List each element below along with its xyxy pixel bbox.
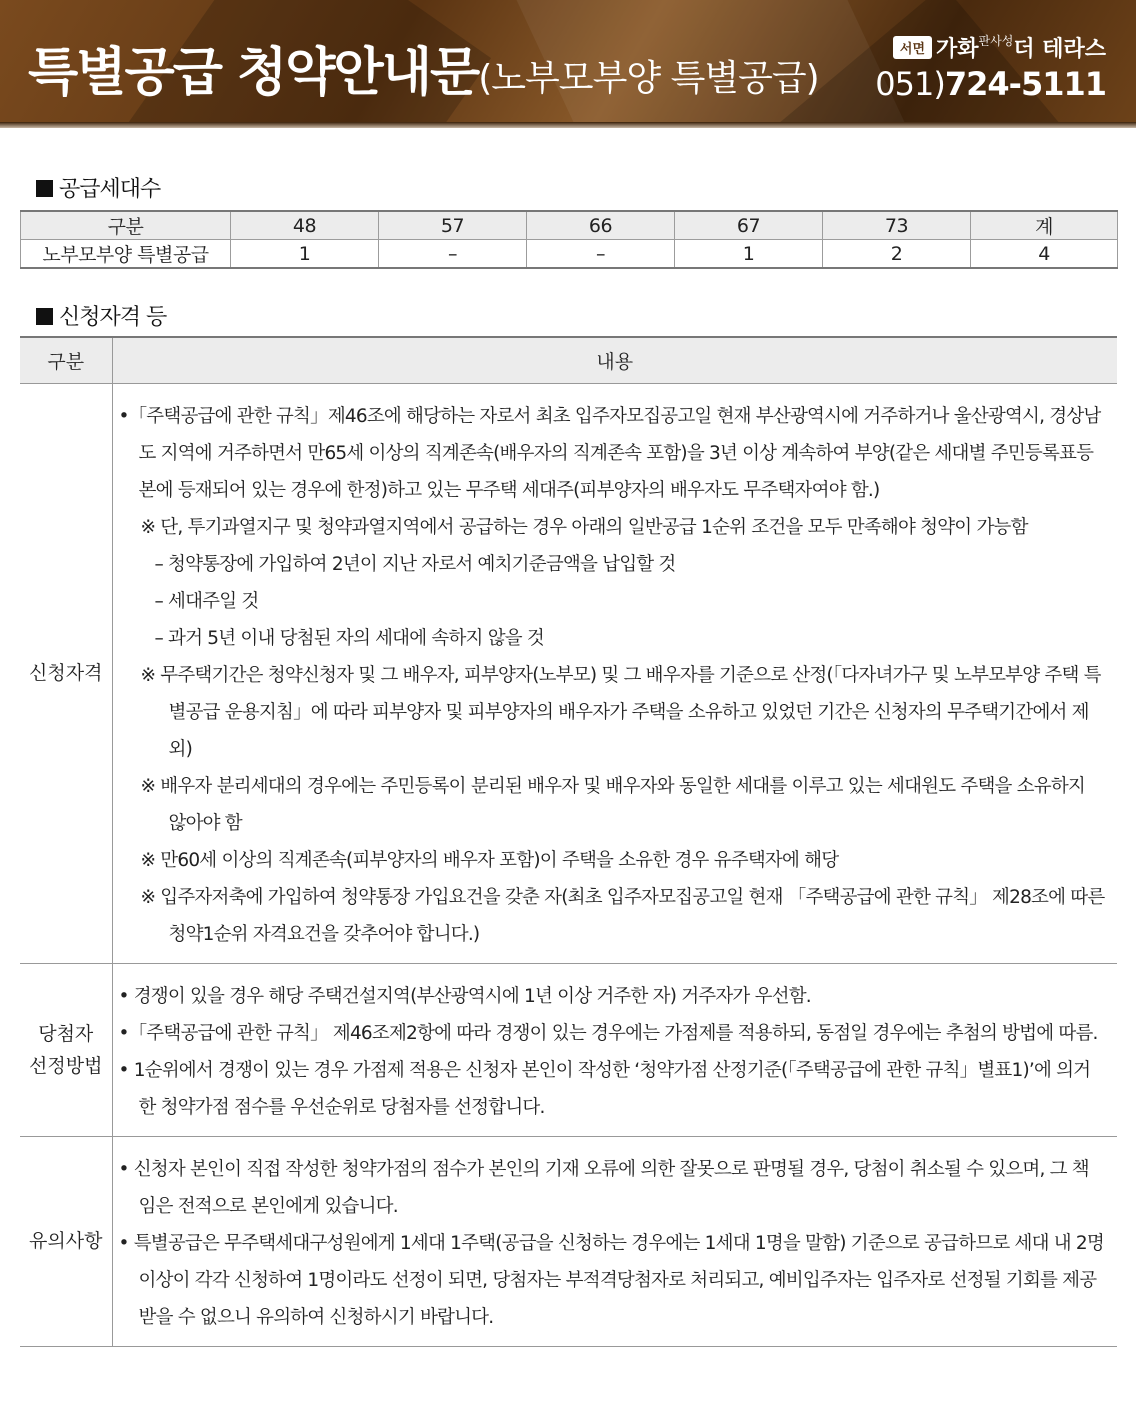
quals-header-row: [20, 337, 1117, 383]
page-title-main: 특별공급 청약안내문: [28, 43, 479, 103]
row-label-notes: 유의사항: [20, 1136, 112, 1346]
supply-cell: –: [527, 240, 675, 269]
table-row: [21, 240, 1118, 269]
supply-cell: 1: [231, 240, 379, 269]
brand-block: [875, 32, 1106, 103]
table-row: [20, 383, 1117, 963]
supply-header-row: [21, 211, 1118, 240]
list-item: •「주택공급에 관한 규칙」 제46조제2항에 따라 경쟁이 있는 경우에는 가점제를 적용하되, 동점일 경우에는 추첨의 방법에 따름.: [118, 1022, 1098, 1044]
supply-header-cell: 계: [971, 211, 1118, 240]
row-content-eligibility: [112, 383, 1117, 963]
row-content-notes: [112, 1136, 1117, 1346]
table-row: [20, 1136, 1117, 1346]
supply-cell: –: [379, 240, 527, 269]
list-item: • 특별공급은 무주택세대구성원에게 1세대 1주택(공급을 신청하는 경우에는 1세대 1명을 말함) 기준으로 공급하므로 세대 내 2명 이상이 각각 신청하여 1명이라도 선정이 되면, 당첨자는 부적격당첨자로 처리되고, 예비입주자는 입주자로 선정될 기회를 제공받을 수 없으니 유의하여 신청하시기 바랍니다.: [118, 1232, 1104, 1328]
brand-badge: 서면: [893, 36, 932, 59]
square-bullet-icon: [36, 308, 53, 325]
brand-name-1: 가화: [936, 37, 979, 62]
page-header: [0, 0, 1136, 128]
list-item: ※ 만60세 이상의 직계존속(피부양자의 배우자 포함)이 주택을 소유한 경우 유주택자에 해당: [140, 849, 839, 871]
supply-header-cell: 67: [675, 211, 823, 240]
list-item: ※ 배우자 분리세대의 경우에는 주민등록이 분리된 배우자 및 배우자와 동일한 세대를 이루고 있는 세대원도 주택을 소유하지 않아야 함: [140, 775, 1085, 834]
quals-header-content: 내용: [112, 337, 1117, 383]
row-content-winner-selection: [112, 963, 1117, 1136]
header-bottom-shadow: [0, 122, 1136, 128]
list-item: •「주택공급에 관한 규칙」제46조에 해당하는 자로서 최초 입주자모집공고일 현재 부산광역시에 거주하거나 울산광역시, 경상남도 지역에 거주하면서 만65세 이상의 직계존속(배우자의 직계존속 포함)을 3년 이상 계속하여 부양(같은 세대별 주민등록표등본에 등재되어 있는 경우에 한정)하고 있는 무주택 세대주(피부양자의 배우자도 무주택자여야 함.): [118, 405, 1101, 501]
supply-cell: 노부모부양 특별공급: [21, 240, 231, 269]
square-bullet-icon: [36, 180, 53, 197]
list-item: • 신청자 본인이 직접 작성한 청약가점의 점수가 본인의 기재 오류에 의한 잘못으로 판명될 경우, 당첨이 취소될 수 있으며, 그 책임은 전적으로 본인에게 있습니다.: [118, 1158, 1089, 1217]
list-item: – 과거 5년 이내 당첨된 자의 세대에 속하지 않을 것: [154, 627, 544, 649]
supply-cell: 4: [971, 240, 1118, 269]
list-item: – 세대주일 것: [154, 590, 259, 612]
list-item: • 1순위에서 경쟁이 있는 경우 가점제 적용은 신청자 본인이 작성한 ‘청약가점 산정기준(「주택공급에 관한 규칙」별표1)’에 의거한 청약가점 점수를 우선순위로 당첨자를 선정합니다.: [118, 1059, 1091, 1118]
list-item: – 청약통장에 가입하여 2년이 지난 자로서 예치기준금액을 납입할 것: [154, 553, 676, 575]
brand-phone[interactable]: [875, 65, 1106, 103]
supply-cell: 2: [823, 240, 971, 269]
list-item: ※ 입주자저축에 가입하여 청약통장 가입요건을 갖춘 자(최초 입주자모집공고일 현재 「주택공급에 관한 규칙」 제28조에 따른 청약1순위 자격요건을 갖추어야 합니다.): [140, 886, 1105, 945]
list-item: ※ 단, 투기과열지구 및 청약과열지역에서 공급하는 경우 아래의 일반공급 1순위 조건을 모두 만족해야 청약이 가능함: [140, 516, 1028, 538]
page-title-sub: (노부모부양 특별공급): [478, 58, 819, 99]
section-title-quals: 신청자격 등: [36, 300, 166, 331]
list-item: • 경쟁이 있을 경우 해당 주택건설지역(부산광역시에 1년 이상 거주한 자) 거주자가 우선함.: [118, 985, 811, 1007]
supply-header-cell: 66: [527, 211, 675, 240]
supply-cell: 1: [675, 240, 823, 269]
row-label-winner-selection: 당첨자 선정방법: [20, 963, 112, 1136]
brand-name-2: 판사성: [978, 34, 1014, 48]
supply-header-cell: 구분: [21, 211, 231, 240]
supply-header-cell: 48: [231, 211, 379, 240]
section-title-supply: 공급세대수: [36, 172, 160, 203]
brand-name-3: 더 테라스: [1013, 37, 1106, 62]
qualifications-table: [20, 336, 1117, 1347]
phone-prefix: 051): [875, 65, 945, 103]
list-item: ※ 무주택기간은 청약신청자 및 그 배우자, 피부양자(노부모) 및 그 배우자를 기준으로 산정(「다자녀가구 및 노부모부양 주택 특별공급 운용지침」에 따라 피부양자 및 피부양자의 배우자가 주택을 소유하고 있었던 기간은 신청자의 무주택기간에서 제외): [140, 664, 1101, 760]
quals-header-category: 구분: [20, 337, 112, 383]
supply-table: [20, 210, 1118, 269]
row-label-eligibility: 신청자격: [20, 383, 112, 963]
supply-header-cell: 73: [823, 211, 971, 240]
table-row: [20, 963, 1117, 1136]
phone-number: 724-5111: [944, 65, 1106, 103]
page-title: [28, 30, 819, 105]
supply-header-cell: 57: [379, 211, 527, 240]
